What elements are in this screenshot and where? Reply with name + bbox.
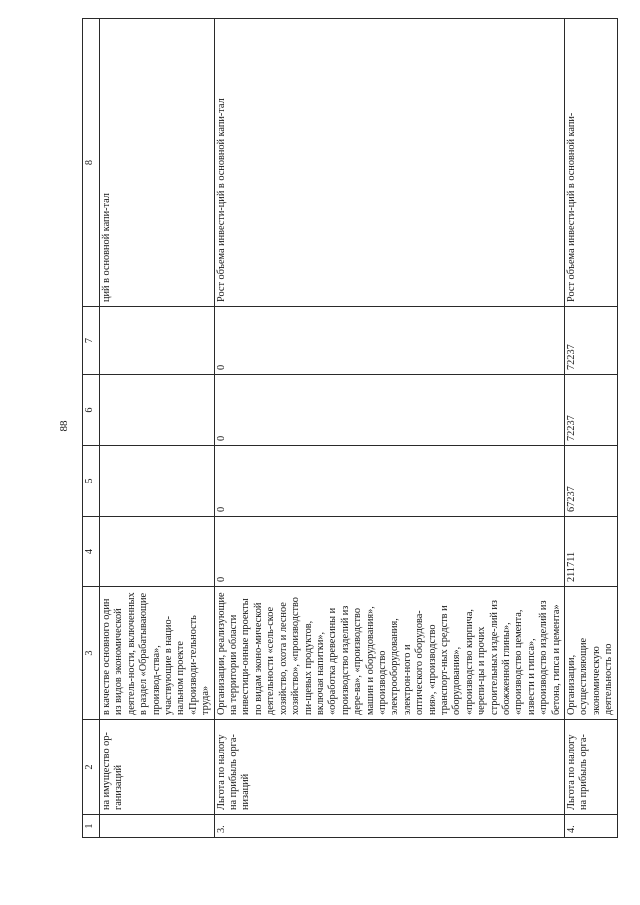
value-col-4: 0: [214, 517, 564, 587]
header-col-7: 7: [83, 307, 100, 375]
benefit-recipients: Организации, реализующие на территории области инвестици-онные проекты по видам эконо-мической деятельности «сель-ское хозяйство, охота и лесное хозяйство», «производство пи-щевых продуктов, включая напитки», «обработка древесины и производство изделий из дере-ва», «производство машин и оборудования», «производство электрооборудования, электрон-ного и оптического оборудова-ния», «производство транспорт-ных средств и оборудования», «производство кирпича, черепи-цы и прочих строительных изде-лий из обожженной глины», «производство цемента, извести и гипса», «производство изделий из бетона, гипса и цемента»: [214, 587, 564, 720]
row-number: 4.: [565, 815, 618, 838]
row-number: 3.: [214, 815, 564, 838]
header-col-1: 1: [83, 815, 100, 838]
value-col-7: 0: [214, 307, 564, 375]
header-col-8: 8: [83, 19, 100, 307]
header-col-4: 4: [83, 517, 100, 587]
benefit-name: Льгота по налогу на прибыль орга-низаций: [214, 720, 564, 815]
value-col-5: [100, 446, 215, 517]
value-col-6: 72237: [565, 375, 618, 446]
benefit-goal: Рост объема инвести-ций в основной капи-тал: [214, 19, 564, 307]
benefit-name: на имущество ор-ганизаций: [100, 720, 215, 815]
table-row: [100, 19, 215, 838]
benefit-goal: ций в основной капи-тал: [100, 19, 215, 307]
table-row: [214, 19, 564, 838]
header-col-2: 2: [83, 720, 100, 815]
rotated-table-wrapper: [82, 58, 615, 838]
value-col-4: 211711: [565, 517, 618, 587]
value-col-7: [100, 307, 215, 375]
header-col-3: 3: [83, 587, 100, 720]
benefits-table: [82, 18, 618, 838]
value-col-4: [100, 517, 215, 587]
benefit-recipients: в качестве основного один из видов экономической деятель-ности, включенных в раздел «Обрабатывающие производ-ства», участвующие в нацио-нальном проекте «Производи-тельность труда»: [100, 587, 215, 720]
value-col-6: 0: [214, 375, 564, 446]
benefit-name: Льгота по налогу на прибыль орга-: [565, 720, 618, 815]
table-row: [565, 19, 618, 838]
row-number: [100, 815, 215, 838]
benefit-recipients: Организации, осуществляющие экономическую деятельность по: [565, 587, 618, 720]
benefit-goal: Рост объема инвести-ций в основной капи-: [565, 19, 618, 307]
header-col-6: 6: [83, 375, 100, 446]
page-number: 88: [58, 420, 70, 432]
value-col-7: 72237: [565, 307, 618, 375]
header-col-5: 5: [83, 446, 100, 517]
header-row: [83, 19, 100, 838]
value-col-6: [100, 375, 215, 446]
value-col-5: 0: [214, 446, 564, 517]
value-col-5: 67237: [565, 446, 618, 517]
